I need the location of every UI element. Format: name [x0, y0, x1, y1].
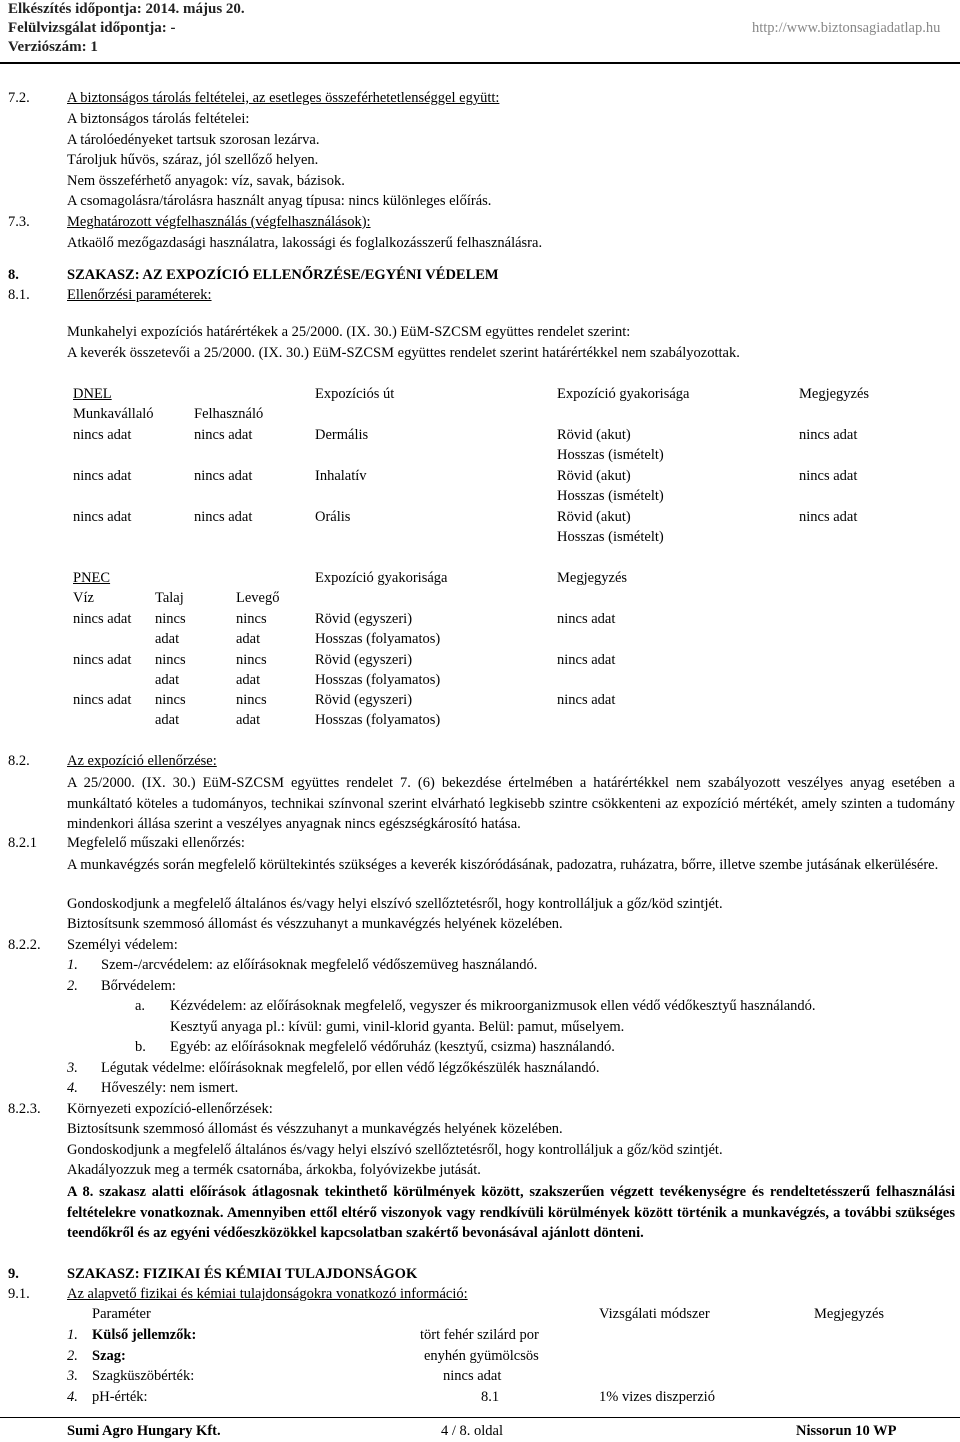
- section-8-2-3-number: 8.2.3.: [8, 1101, 41, 1117]
- row-number: 3.: [67, 1368, 78, 1384]
- table-cell: adat: [155, 672, 180, 688]
- table-cell: Rövid (egyszeri): [315, 652, 413, 668]
- table-cell: Dermális: [315, 427, 369, 443]
- footer-divider: [0, 1417, 960, 1418]
- text-line: A tárolóedényeket tartsuk szorosan lezárva.: [67, 132, 320, 148]
- section-8-number: 8.: [8, 267, 19, 283]
- table-cell: Hosszas (ismételt): [557, 488, 664, 504]
- table-cell: nincs: [236, 611, 267, 627]
- section-8-2-2-title: Személyi védelem:: [67, 937, 178, 953]
- list-item: Egyéb: az előírásoknak megfelelő védőruház (kesztyű, csizma) használandó.: [170, 1039, 615, 1055]
- text-line: Akadályozzuk meg a termék csatornába, árkokba, folyóvizekbe jutását.: [67, 1162, 481, 1178]
- section-8-2-1-title: Megfelelő műszaki ellenőrzés:: [67, 835, 245, 851]
- section-7-3-number: 7.3.: [8, 214, 30, 230]
- table-cell: nincs adat: [557, 611, 616, 627]
- text-line: Gondoskodjunk a megfelelő általános és/vagy helyi elszívó szellőztetésről, hogy kontrolláljuk a gőz/köd szintjét.: [67, 896, 723, 912]
- table-cell: Orális: [315, 509, 351, 525]
- property-label: pH-érték:: [92, 1389, 148, 1405]
- table-cell: nincs adat: [194, 468, 253, 484]
- section-9-number: 9.: [8, 1266, 19, 1282]
- row-number: 1.: [67, 1327, 78, 1343]
- header-created: Elkészítés időpontja: 2014. május 20.: [8, 1, 245, 17]
- table-cell: nincs adat: [73, 509, 132, 525]
- property-method: 1% vizes diszperzió: [599, 1389, 715, 1405]
- text-line: Biztosítsunk szemmosó állomást és vészzuhanyt a munkavégzés helyének közelében.: [67, 916, 563, 932]
- property-label: Szagküszöbérték:: [92, 1368, 195, 1384]
- footer-page-number: 4 / 8. oldal: [441, 1423, 504, 1439]
- section-7-2-number: 7.2.: [8, 90, 30, 106]
- table-cell: adat: [236, 712, 261, 728]
- section-8-2-paragraph: A 25/2000. (IX. 30.) EüM-SZCSM együttes rendelet 7. (6) bekezdése értelmében a határértékkel nem szabályozott veszélyes anyag esetében a munkáltató köteles a tudományos, technikai színvonal szerint elvárható legkisebb szintre csökkenteni az expozíció mértékét, amely szinten a tudomány mindenkori állása szerint a veszélyes anyagnak nincs egészségkárosító hatása.: [67, 775, 955, 832]
- property-label: Külső jellemzők:: [92, 1327, 197, 1343]
- list-marker: 2.: [67, 978, 78, 994]
- table-cell: nincs adat: [73, 652, 132, 668]
- pnec-subheader-water: Víz: [73, 590, 94, 606]
- section-8-2-3-title: Környezeti expozíció-ellenőrzések:: [67, 1101, 273, 1117]
- table-cell: nincs: [155, 692, 186, 708]
- property-value: nincs adat: [443, 1368, 502, 1384]
- table-cell: Rövid (egyszeri): [315, 611, 413, 627]
- dnel-header-frequency: Expozíció gyakorisága: [557, 386, 690, 402]
- table-cell: Hosszas (folyamatos): [315, 672, 441, 688]
- table-cell: Rövid (akut): [557, 427, 631, 443]
- table-cell: Hosszas (ismételt): [557, 529, 664, 545]
- header-review: Felülvizsgálat időpontja: -: [8, 20, 176, 36]
- table-cell: Rövid (egyszeri): [315, 692, 413, 708]
- list-marker: 1.: [67, 957, 78, 973]
- dnel-header-note: Megjegyzés: [799, 386, 870, 402]
- table-cell: adat: [155, 712, 180, 728]
- row-number: 2.: [67, 1348, 78, 1364]
- text-line: A biztonságos tárolás feltételei:: [67, 111, 250, 127]
- dnel-header: DNEL: [73, 386, 112, 402]
- pnec-header-note: Megjegyzés: [557, 570, 628, 586]
- table-cell: nincs adat: [557, 652, 616, 668]
- table-cell: nincs adat: [557, 692, 616, 708]
- table-cell: nincs: [236, 652, 267, 668]
- table-cell: nincs adat: [799, 427, 858, 443]
- section-7-3-title: Meghatározott végfelhasználás (végfelhasználások):: [67, 214, 371, 230]
- table-cell: nincs adat: [73, 692, 132, 708]
- list-item: Kézvédelem: az előírásoknak megfelelő, vegyszer és mikroorganizmusok ellen védő védőkesztyű használandó.: [170, 998, 816, 1014]
- property-value: enyhén gyümölcsös: [424, 1348, 539, 1364]
- table-cell: nincs adat: [799, 468, 858, 484]
- text-line: Gondoskodjunk a megfelelő általános és/vagy helyi elszívó szellőztetésről, hogy kontrolláljuk a gőz/köd szintjét.: [67, 1142, 723, 1158]
- pnec-header: PNEC: [73, 570, 111, 586]
- list-marker: b.: [135, 1039, 146, 1055]
- table-cell: adat: [155, 631, 180, 647]
- section-9-1-number: 9.1.: [8, 1286, 30, 1302]
- table-cell: nincs: [155, 611, 186, 627]
- table-cell: nincs adat: [73, 468, 132, 484]
- section-8-2-1-paragraph: A munkavégzés során megfelelő körültekintés szükséges a keverék kiszóródásának, padozatra, ruházatra, bőrre, illetve szembe jutásának elkerülésére.: [67, 857, 939, 873]
- text-line: Tároljuk hűvös, száraz, jól szellőző helyen.: [67, 152, 319, 168]
- table-cell: nincs adat: [73, 611, 132, 627]
- table-cell: nincs: [236, 692, 267, 708]
- text-line: A keverék összetevői a 25/2000. (IX. 30.) EüM-SZCSM együttes rendelet szerint határértékkel nem szabályozottak.: [67, 345, 740, 361]
- section-8-1-title: Ellenőrzési paraméterek:: [67, 287, 212, 303]
- table-cell: Hosszas (ismételt): [557, 447, 664, 463]
- properties-header-param: Paraméter: [92, 1306, 151, 1322]
- text-line: Atkaölő mezőgazdasági használatra, lakossági és foglalkozásszerű felhasználásra.: [67, 235, 543, 251]
- list-item: Bőrvédelem:: [101, 978, 176, 994]
- section-8-2-number: 8.2.: [8, 753, 30, 769]
- section-8-2-2-number: 8.2.2.: [8, 937, 41, 953]
- table-cell: nincs adat: [194, 427, 253, 443]
- section-8-bold-paragraph: A 8. szakasz alatti előírások átlagosnak tekinthető körülmények között, szakszerűen végzett tevékenységre és rendeltetésszerű felhasználási feltételekre vonatkoznak. Amennyiben ettől eltérő viszonyok vagy rendkívüli körülmények között történik a munkavégzés, a további szükséges teendőkről és az egyéni védőeszközökkel kapcsolatban szakértő bevonásával ajánlott dönteni.: [67, 1184, 955, 1241]
- header-url[interactable]: http://www.biztonsagiadatlap.hu: [752, 20, 941, 36]
- header-divider: [0, 62, 960, 64]
- text-line: A csomagolásra/tárolásra használt anyag típusa: nincs különleges előírás.: [67, 193, 492, 209]
- footer-company: Sumi Agro Hungary Kft.: [67, 1423, 221, 1439]
- section-8-title: SZAKASZ: AZ EXPOZÍCIÓ ELLENŐRZÉSE/EGYÉNI VÉDELEM: [67, 267, 499, 283]
- pnec-header-frequency: Expozíció gyakorisága: [315, 570, 448, 586]
- table-cell: Inhalatív: [315, 468, 367, 484]
- section-8-2-title: Az expozíció ellenőrzése:: [67, 753, 217, 769]
- properties-header-note: Megjegyzés: [814, 1306, 885, 1322]
- table-cell: Rövid (akut): [557, 509, 631, 525]
- property-label: Szag:: [92, 1348, 126, 1364]
- list-item: Hőveszély: nem ismert.: [101, 1080, 239, 1096]
- dnel-header-route: Expozíciós út: [315, 386, 395, 402]
- section-8-2-1-number: 8.2.1: [8, 835, 37, 851]
- row-number: 4.: [67, 1389, 78, 1405]
- table-cell: adat: [236, 631, 261, 647]
- table-cell: Rövid (akut): [557, 468, 631, 484]
- list-item-continuation: Kesztyű anyaga pl.: kívül: gumi, vinil-klorid gyanta. Belül: pamut, műselyem.: [170, 1019, 625, 1035]
- text-line: Biztosítsunk szemmosó állomást és vészzuhanyt a munkavégzés helyének közelében.: [67, 1121, 563, 1137]
- table-cell: Hosszas (folyamatos): [315, 631, 441, 647]
- list-item: Szem-/arcvédelem: az előírásoknak megfelelő védőszemüveg használandó.: [101, 957, 538, 973]
- header-version: Verziószám: 1: [8, 39, 98, 55]
- table-cell: nincs: [155, 652, 186, 668]
- section-9-title: SZAKASZ: FIZIKAI ÉS KÉMIAI TULAJDONSÁGOK: [67, 1266, 418, 1282]
- footer-product: Nissorun 10 WP: [796, 1423, 897, 1439]
- table-cell: nincs adat: [194, 509, 253, 525]
- table-cell: nincs adat: [799, 509, 858, 525]
- pnec-subheader-air: Levegő: [236, 590, 280, 606]
- pnec-subheader-soil: Talaj: [155, 590, 184, 606]
- list-marker: 3.: [67, 1060, 78, 1076]
- property-value: 8.1: [481, 1389, 500, 1405]
- text-line: Nem összeférhető anyagok: víz, savak, bázisok.: [67, 173, 345, 189]
- table-cell: Hosszas (folyamatos): [315, 712, 441, 728]
- dnel-subheader-worker: Munkavállaló: [73, 406, 154, 422]
- section-9-1-title: Az alapvető fizikai és kémiai tulajdonságokra vonatkozó információ:: [67, 1286, 468, 1302]
- section-8-1-number: 8.1.: [8, 287, 30, 303]
- section-7-2-title: A biztonságos tárolás feltételei, az esetleges összeférhetetlenséggel együtt:: [67, 90, 500, 106]
- list-marker: 4.: [67, 1080, 78, 1096]
- list-item: Légutak védelme: előírásoknak megfelelő, por ellen védő légzőkészülék használandó.: [101, 1060, 600, 1076]
- dnel-subheader-user: Felhasználó: [194, 406, 264, 422]
- property-value: tört fehér szilárd por: [420, 1327, 539, 1343]
- table-cell: adat: [236, 672, 261, 688]
- text-line: Munkahelyi expozíciós határértékek a 25/2000. (IX. 30.) EüM-SZCSM együttes rendelet szerint:: [67, 324, 631, 340]
- properties-header-method: Vizsgálati módszer: [599, 1306, 710, 1322]
- table-cell: nincs adat: [73, 427, 132, 443]
- list-marker: a.: [135, 998, 146, 1014]
